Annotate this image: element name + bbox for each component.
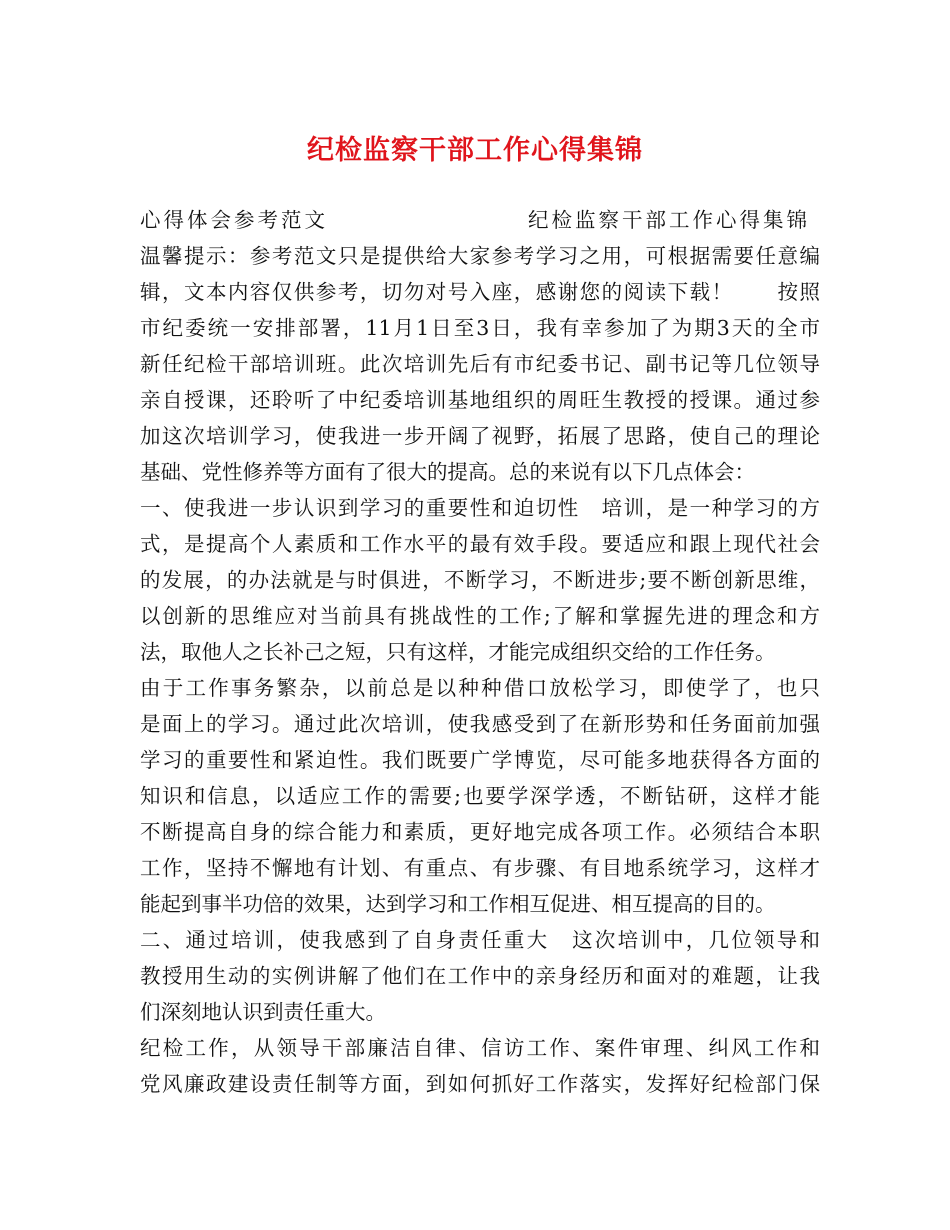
category-label: 心得体会参考范文 (140, 208, 328, 232)
text-line: 能起到事半功倍的效果，达到学习和工作相互促进、相互提高的目的。 (140, 892, 776, 916)
text-line: 们深刻地认识到责任重大。 (140, 1000, 386, 1024)
text-line: 加这次培训学习，使我进一步开阔了视野，拓展了思路，使自己的理论 (140, 424, 820, 448)
document-header-row (140, 202, 820, 238)
document-body (140, 202, 820, 1102)
text-line: 式，是提高个人素质和工作水平的最有效手段。要适应和跟上现代社会 (140, 532, 820, 556)
text-line: 亲自授课，还聆听了中纪委培训基地组织的周旺生教授的授课。通过参 (140, 388, 820, 412)
text-line: 党风廉政建设责任制等方面，到如何抓好工作落实，发挥好纪检部门保 (140, 1072, 820, 1096)
text-line: 法，取他人之长补己之短，只有这样，才能完成组织交给的工作任务。 (140, 640, 776, 664)
text-line: 工作，坚持不懈地有计划、有重点、有步骤、有目地系统学习，这样才 (140, 856, 820, 880)
text-line: 知识和信息，以适应工作的需要;也要学深学透，不断钻研，这样才能 (140, 784, 820, 808)
subtitle-label: 纪检监察干部工作心得集锦 (528, 208, 810, 232)
text-line: 是面上的学习。通过此次培训，使我感受到了在新形势和任务面前加强 (140, 712, 820, 736)
text-line: 辑，文本内容仅供参考，切勿对号入座，感谢您的阅读下载！ 按照 (140, 280, 820, 304)
text-line: 温馨提示：参考范文只是提供给大家参考学习之用，可根据需要任意编 (140, 244, 820, 268)
text-line: 由于工作事务繁杂，以前总是以种种借口放松学习，即使学了，也只 (140, 676, 820, 700)
text-line: 以创新的思维应对当前具有挑战性的工作;了解和掌握先进的理念和方 (140, 604, 820, 628)
text-line: 纪检工作，从领导干部廉洁自律、信访工作、案件审理、纠风工作和 (140, 1036, 820, 1060)
text-line: 教授用生动的实例讲解了他们在工作中的亲身经历和面对的难题，让我 (140, 964, 820, 988)
document-title: 纪检监察干部工作心得集锦 (307, 135, 643, 166)
text-line: 新任纪检干部培训班。此次培训先后有市纪委书记、副书记等几位领导 (140, 352, 820, 376)
text-line: 的发展，的办法就是与时俱进，不断学习，不断进步;要不断创新思维， (140, 568, 820, 592)
text-line: 不断提高自身的综合能力和素质，更好地完成各项工作。必须结合本职 (140, 820, 820, 844)
text-line: 学习的重要性和紧迫性。我们既要广学博览，尽可能多地获得各方面的 (140, 748, 820, 772)
text-line: 市纪委统一安排部署，11月1日至3日，我有幸参加了为期3天的全市 (140, 316, 820, 340)
text-line: 一、使我进一步认识到学习的重要性和迫切性 培训，是一种学习的方 (140, 496, 820, 520)
text-line: 基础、党性修养等方面有了很大的提高。总的来说有以下几点体会： (140, 460, 755, 484)
text-line: 二、通过培训，使我感到了自身责任重大 这次培训中，几位领导和 (140, 928, 820, 952)
